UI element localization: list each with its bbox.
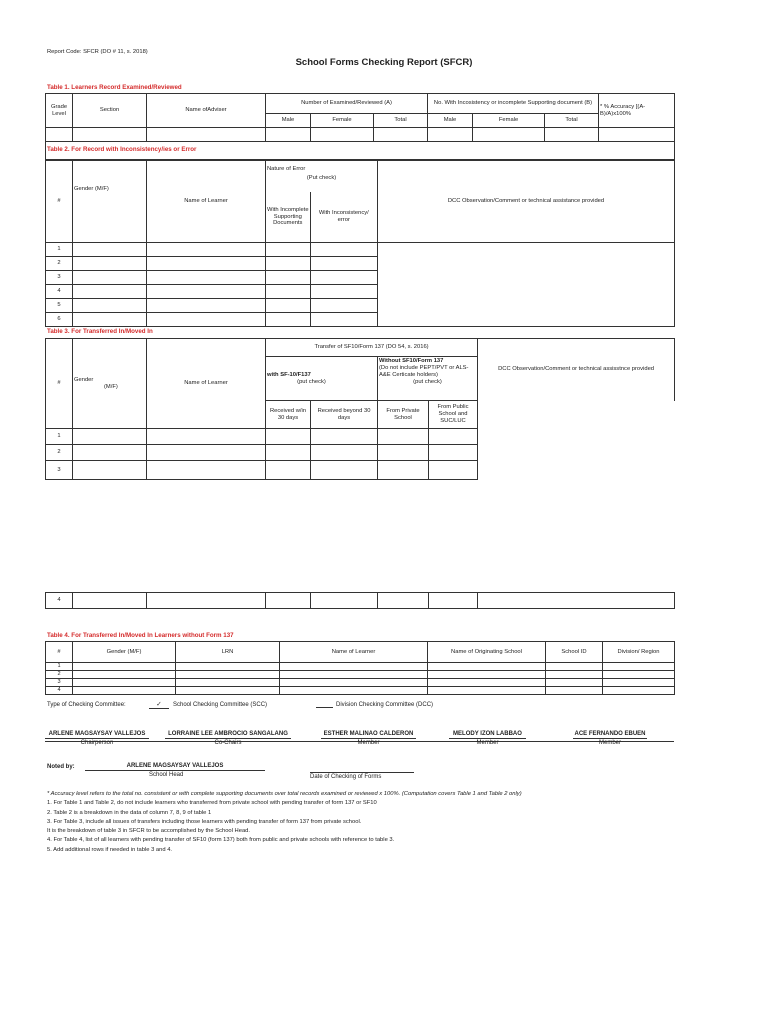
t2-cell[interactable] (311, 271, 378, 285)
t4-cell[interactable] (73, 687, 176, 695)
table3-caption: Table 3. For Transferred In/Moved In (47, 328, 153, 335)
t4-cell[interactable] (280, 679, 428, 687)
t2-row-num: 3 (46, 271, 73, 285)
t4-cell[interactable] (603, 679, 675, 687)
t4-cell[interactable] (176, 679, 280, 687)
t2-cell[interactable] (311, 285, 378, 299)
t2-cell[interactable] (266, 313, 311, 327)
dcc-option-label: Division Checking Committee (DCC) (336, 702, 434, 708)
t2-row-num: 2 (46, 257, 73, 271)
t2-cell[interactable] (266, 243, 311, 257)
t2-row-num: 6 (46, 313, 73, 327)
t3-cell[interactable] (311, 429, 378, 445)
t3-without-sf10-header (378, 357, 478, 401)
t2-incomplete-header: With Incomplete Supporting Documents (266, 192, 311, 242)
t3-row-num: 4 (46, 593, 73, 609)
t3-cell[interactable] (266, 593, 311, 609)
check-mark-icon: ✓ (156, 701, 162, 708)
t3-cell[interactable] (147, 429, 266, 445)
signatory-member-3 (573, 731, 647, 746)
scc-checkbox[interactable] (149, 700, 169, 709)
signatory-role: Co-Chairs (214, 740, 242, 746)
date-of-checking[interactable] (310, 772, 414, 780)
t4-origin-header: Name of Originating School (428, 642, 546, 663)
t3-cell[interactable] (73, 461, 147, 480)
t3-cell[interactable] (429, 429, 478, 445)
signatory-role: Member (357, 740, 380, 746)
signatory-co-chair (165, 731, 291, 746)
committee-type-label: Type of Checking Committee: (47, 702, 126, 708)
t2-cell[interactable] (73, 271, 147, 285)
t4-cell[interactable] (428, 663, 546, 671)
t3-dcc-header: DCC Observation/Comment or technical assisstnce provided (478, 339, 675, 401)
t2-cell[interactable] (311, 313, 378, 327)
signatory-chairperson (45, 731, 149, 746)
footnote-1: 1. For Table 1 and Table 2, do not include learners who transferred from private school with pending transfer of form 137 or SF10 (47, 800, 377, 807)
t3-num-header: # (46, 339, 73, 429)
t4-row-num: 3 (46, 679, 73, 687)
t2-num-header: # (46, 161, 73, 243)
signatory-name: MELODY IZON LABBAO (449, 731, 526, 739)
t2-put-check: (Put check) (306, 174, 337, 181)
t2-row-num: 1 (46, 243, 73, 257)
table4-caption: Table 4. For Transferred In/Moved In Learners without Form 137 (47, 632, 234, 639)
t4-cell[interactable] (603, 663, 675, 671)
signatory-role: Member (476, 740, 499, 746)
t3-cell[interactable] (73, 593, 147, 609)
t2-cell[interactable] (311, 257, 378, 271)
t2-cell[interactable] (147, 271, 266, 285)
t2-gender-header: Gender (M/F) (73, 161, 147, 243)
t2-cell[interactable] (266, 257, 311, 271)
t3-with-put-check: (put check) (297, 378, 326, 385)
t4-cell[interactable] (603, 687, 675, 695)
t3-cell[interactable] (378, 593, 429, 609)
t2-cell[interactable] (73, 257, 147, 271)
table2-record-errors (45, 160, 675, 327)
t4-division-header: Division/ Region (603, 642, 675, 663)
t1-male-a: Male (266, 114, 311, 128)
signatory-role: Member (598, 740, 621, 746)
t3-cell[interactable] (429, 461, 478, 480)
t3-from-private-header: From Private School (378, 401, 429, 429)
t3-gender-label: Gender (74, 376, 94, 383)
t4-num-header: # (46, 642, 73, 663)
t3-with-sf10-header (266, 357, 378, 401)
t1-total-a: Total (374, 114, 428, 128)
t2-cell[interactable] (147, 285, 266, 299)
table3-row4 (45, 592, 675, 609)
t1-section-header: Section (73, 94, 147, 128)
t1-cell[interactable] (473, 128, 545, 142)
t2-cell[interactable] (147, 243, 266, 257)
noted-by-signatory (85, 763, 265, 778)
t4-cell[interactable] (176, 687, 280, 695)
t3-transfer-header: Transfer of SF10/Form 137 (DO 54, s. 2016) (266, 339, 478, 357)
t1-cell[interactable] (599, 128, 675, 142)
t1-adviser-header: Name ofAdviser (147, 94, 266, 128)
t3-dcc-area[interactable] (478, 401, 675, 480)
t3-dcc-cell[interactable] (478, 593, 675, 609)
t1-cell[interactable] (147, 128, 266, 142)
t2-cell[interactable] (147, 313, 266, 327)
t4-learner-header: Name of Learner (280, 642, 428, 663)
t4-cell[interactable] (428, 679, 546, 687)
t3-cell[interactable] (147, 593, 266, 609)
t3-cell[interactable] (266, 445, 311, 461)
school-head-role: School Head (149, 772, 184, 778)
t3-row-num: 1 (46, 429, 73, 445)
t4-lrn-header: LRN (176, 642, 280, 663)
t3-cell[interactable] (429, 445, 478, 461)
t1-total-b: Total (545, 114, 599, 128)
t1-male-b: Male (428, 114, 473, 128)
t3-without-note: (Do not include PEPT/PVT or ALS-A&E Certicate holders) (379, 364, 469, 378)
table3-transferred-in (45, 338, 675, 480)
t4-cell[interactable] (73, 663, 176, 671)
signatory-name: LORRAINE LEE AMBROCIO SANGALANG (165, 731, 291, 739)
t1-cell[interactable] (374, 128, 428, 142)
signatory-name: ARLENE MAGSAYSAY VALLEJOS (45, 731, 149, 739)
t3-without-sf10-label: Without SF10/Form 137 (379, 358, 444, 364)
t3-cell[interactable] (266, 461, 311, 480)
t2-row-num: 4 (46, 285, 73, 299)
t4-cell[interactable] (546, 687, 603, 695)
t4-cell[interactable] (428, 671, 546, 679)
school-head-name: ARLENE MAGSAYSAY VALLEJOS (85, 763, 265, 771)
t4-row-num: 2 (46, 671, 73, 679)
signatory-name: ACE FERNANDO EBUEN (574, 731, 646, 737)
t1-female-a: Female (311, 114, 374, 128)
t2-cell[interactable] (147, 257, 266, 271)
t4-cell[interactable] (546, 663, 603, 671)
t2-cell[interactable] (266, 299, 311, 313)
t2-nature-header (266, 161, 378, 243)
t1-inconsistent-header: No. With Incosistency or incomplete Supporting document (B) (428, 94, 599, 114)
t3-row-num: 3 (46, 461, 73, 480)
t4-cell[interactable] (73, 679, 176, 687)
t2-inconsistency-header: With Inconsistency/ error (318, 210, 369, 223)
t1-cell[interactable] (311, 128, 374, 142)
t4-cell[interactable] (176, 671, 280, 679)
t2-nature-label: Nature of Error (267, 166, 306, 172)
report-code: Report Code: SFCR (DO # 11, s. 2018) (47, 49, 148, 55)
t2-cell[interactable] (73, 243, 147, 257)
t1-grade-level-header: Grade Level (46, 94, 73, 128)
t3-cell[interactable] (147, 461, 266, 480)
t3-cell[interactable] (378, 429, 429, 445)
t4-gender-header: Gender (M/F) (73, 642, 176, 663)
t3-cell[interactable] (266, 429, 311, 445)
page-title: School Forms Checking Report (SFCR) (295, 57, 473, 68)
t4-cell[interactable] (73, 671, 176, 679)
footnote-5: 5. Add additional rows if needed in table 3 and 4. (47, 846, 173, 853)
footnote-4: 4. For Table 4, list of all learners with pending transfer of SF10 (form 137) both from public and private schools with reference to table 3. (47, 837, 395, 844)
t1-examined-header: Number of Examined/Reviewed (A) (266, 94, 428, 114)
t4-school-id-header: School ID (546, 642, 603, 663)
t2-cell[interactable] (73, 285, 147, 299)
t4-cell[interactable] (546, 671, 603, 679)
t2-cell[interactable] (73, 313, 147, 327)
footnote-3b: It is the breakdown of table 3 in SFCR to be accomplished by the School Head. (47, 828, 251, 835)
scc-option-label: School Checking Committee (SCC) (173, 702, 268, 708)
t2-cell[interactable] (311, 243, 378, 257)
t3-cell[interactable] (378, 445, 429, 461)
t3-cell[interactable] (311, 593, 378, 609)
t3-learner-header: Name of Learner (147, 339, 266, 429)
t2-cell[interactable] (266, 285, 311, 299)
table4-without-form137 (45, 641, 675, 695)
t3-without-put-check: (put check) (413, 378, 442, 385)
t3-received-beyond-header: Received beyond 30 days (311, 401, 378, 429)
dcc-checkbox[interactable] (316, 707, 333, 708)
t3-received-within-header: Received w/in 30 days (266, 401, 311, 429)
footnote-accuracy: * Accuracy level refers to the total no. consistent or with complete supporting documents over total records examined or reviewed x 100%. (Computation covers Table 1 and Table 2 only) (47, 791, 522, 797)
t3-with-sf10-label: with SF-10/F137 (267, 371, 311, 378)
t4-cell[interactable] (176, 663, 280, 671)
t3-gender-mf: (M/F) (104, 383, 118, 390)
t3-cell[interactable] (73, 429, 147, 445)
t2-row-num: 5 (46, 299, 73, 313)
footnote-2: 2. Table 2 is a breakdown in the data of column 7, 8, 9 of table 1 (47, 809, 212, 816)
table1-caption: Table 1. Learners Record Examined/Reviewed (47, 84, 182, 91)
t3-cell[interactable] (429, 593, 478, 609)
signatory-role: Chairperson (80, 740, 114, 746)
table2-caption: Table 2. For Record with Inconsistency/ies or Error (47, 146, 197, 153)
t4-cell[interactable] (603, 671, 675, 679)
signatory-member-1 (321, 731, 416, 746)
t2-cell[interactable] (311, 299, 378, 313)
t3-cell[interactable] (311, 445, 378, 461)
t3-cell[interactable] (73, 445, 147, 461)
t3-cell[interactable] (147, 445, 266, 461)
t2-dcc-cell[interactable] (378, 243, 675, 327)
t3-gender-header (73, 339, 147, 429)
noted-by-label: Noted by: (47, 764, 75, 770)
t1-cell[interactable] (46, 128, 73, 142)
t2-dcc-header: DCC Observation/Comment or technical assistance provided (378, 161, 675, 243)
t4-cell[interactable] (280, 671, 428, 679)
t2-cell[interactable] (266, 271, 311, 285)
t3-cell[interactable] (311, 461, 378, 480)
t1-cell[interactable] (266, 128, 311, 142)
t1-cell[interactable] (428, 128, 473, 142)
t1-cell[interactable] (73, 128, 147, 142)
t1-accuracy-header: * % Accuracy [(A-B)/A)x100% (599, 94, 675, 128)
signatory-name: ESTHER MALINAO CALDERON (321, 731, 416, 739)
footnotes (47, 790, 727, 855)
t4-row-num: 1 (46, 663, 73, 671)
t4-cell[interactable] (280, 687, 428, 695)
t4-cell[interactable] (428, 687, 546, 695)
t4-row-num: 4 (46, 687, 73, 695)
t1-female-b: Female (473, 114, 545, 128)
date-of-checking-label: Date of Checking of Forms (310, 774, 382, 780)
t2-learner-header: Name of Learner (147, 161, 266, 243)
t3-row-num: 2 (46, 445, 73, 461)
t4-cell[interactable] (546, 679, 603, 687)
t3-cell[interactable] (378, 461, 429, 480)
footnote-3: 3. For Table 3, include all issues of transfers including those learners with pending transfer of form 137 from private school. (47, 818, 362, 825)
t2-cell[interactable] (147, 299, 266, 313)
t2-cell[interactable] (73, 299, 147, 313)
t1-cell[interactable] (545, 128, 599, 142)
t4-cell[interactable] (280, 663, 428, 671)
signatory-member-2 (449, 731, 526, 746)
t3-from-public-header: From Public School and SUC/LUC (429, 401, 478, 429)
